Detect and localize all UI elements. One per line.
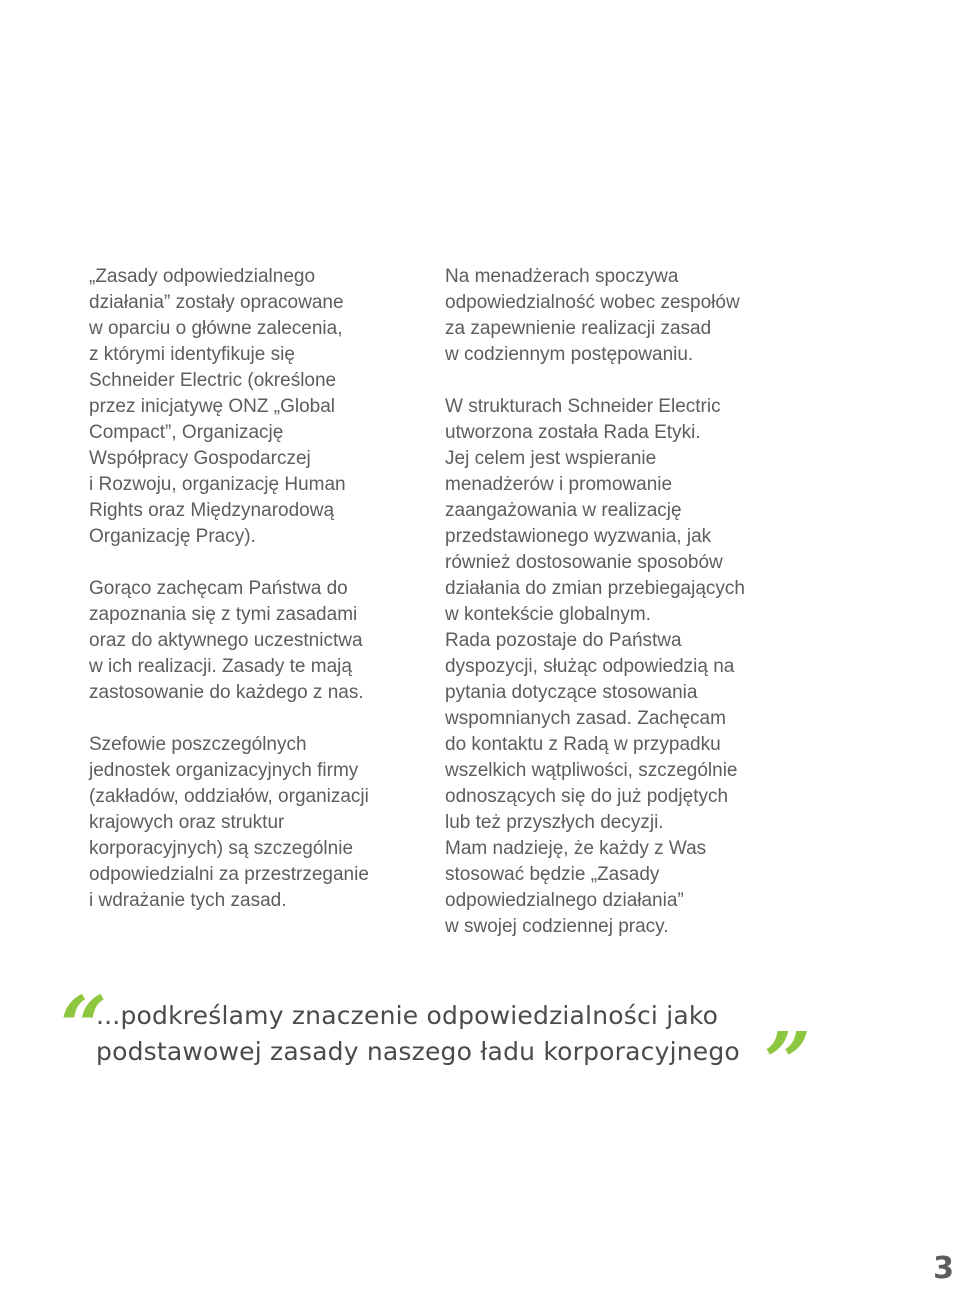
right-column [445,264,805,940]
right-paragraph-2: W strukturach Schneider Electric utworzona została Rada Etyki. Jej celem jest wspieranie menadżerów i promowanie zaangażowania w realizację przedstawionego wyzwania, jak również dostosowanie sposobów działania do zmian przebiegających w kontekście globalnym. Rada pozostaje do Państwa dyspozycji, służąc odpowiedzią na pytania dotyczące stosowania wspomnianych zasad. Zachęcam do kontaktu z Radą w przypadku wszelkich wątpliwości, szczególnie odnoszących się do już podjętych lub też przyszłych decyzji. Mam nadzieję, że każdy z Was stosować będzie „Zasady odpowiedzialnego działania” w swojej codziennej pracy. [445,396,745,937]
left-paragraph-1: „Zasady odpowiedzialnego działania” zostały opracowane w oparciu o główne zalecenia, z którymi identyfikuje się Schneider Electric (określone przez inicjatywę ONZ „Global Compact”, Organizację Współpracy Gospodarczej i Rozwoju, organizację Human Rights oraz Międzynarodową Organizację Pracy). [89,266,346,547]
open-quote-mark-icon: “ [60,979,108,1075]
close-quote-mark-icon: ” [764,1015,812,1111]
page-number: 3 [933,1251,954,1286]
left-paragraph-2: Gorąco zachęcam Państwa do zapoznania się z tymi zasadami oraz do aktywnego uczestnictwa w ich realizacji. Zasady te mają zastosowanie do każdego z nas. [89,578,364,703]
left-paragraph-3: Szefowie poszczególnych jednostek organizacyjnych firmy (zakładów, oddziałów, organizacji krajowych oraz struktur korporacyjnych) są szczególnie odpowiedzialni za przestrzeganie i wdrażanie tych zasad. [89,734,369,911]
pull-quote-text: ...podkreślamy znaczenie odpowiedzialności jako podstawowej zasady naszego ładu korporacyjnego [96,1001,740,1066]
left-column [89,264,419,914]
right-paragraph-1: Na menadżerach spoczywa odpowiedzialność wobec zespołów za zapewnienie realizacji zasad w codziennym postępowaniu. [445,266,740,365]
